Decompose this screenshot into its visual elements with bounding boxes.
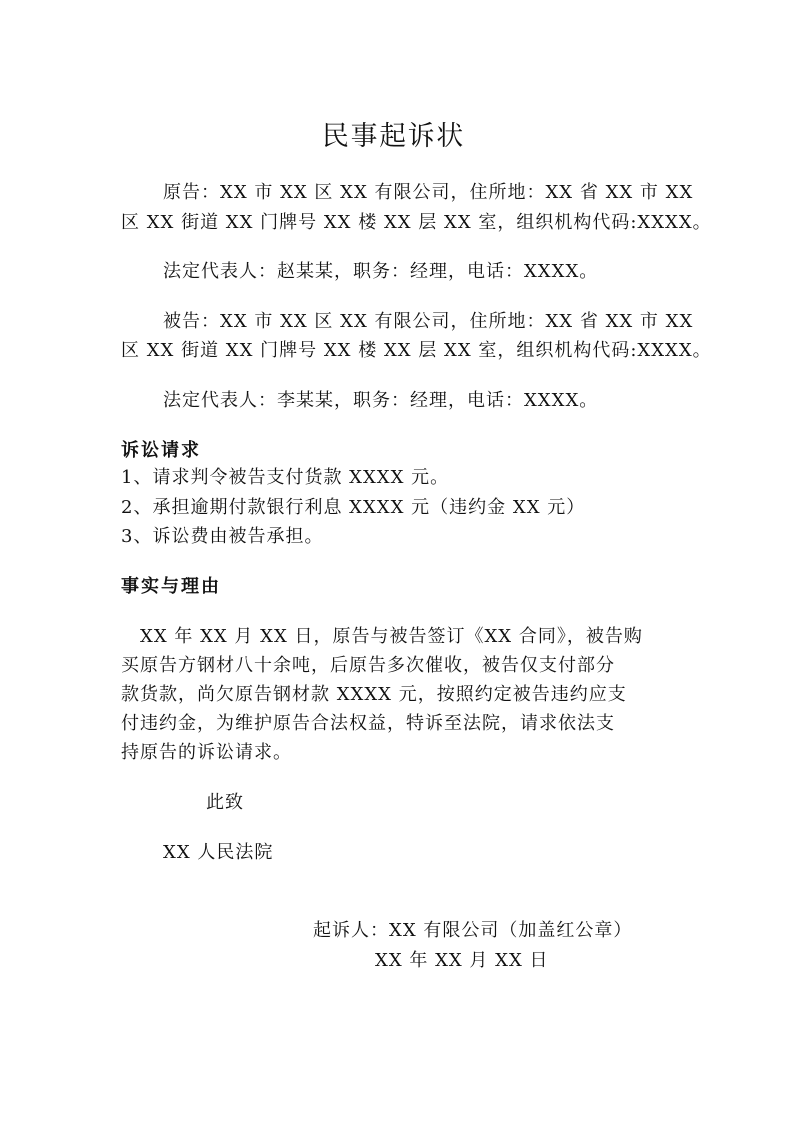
claim-item-1: 1、请求判令被告支付货款 XXXX 元。 bbox=[121, 467, 450, 488]
signature-date: XX 年 XX 月 XX 日 bbox=[375, 950, 549, 971]
plaintiff-line-2: 区 XX 街道 XX 门牌号 XX 楼 XX 层 XX 室，组织机构代码:XXXX。 bbox=[121, 212, 712, 233]
closing-court: XX 人民法院 bbox=[163, 842, 274, 863]
facts-line-3: 款货款，尚欠原告钢材款 XXXX 元，按照约定被告违约应支 bbox=[121, 684, 627, 705]
closing-salutation: 此致 bbox=[206, 792, 244, 813]
facts-line-1: XX 年 XX 月 XX 日，原告与被告签订《XX 合同》，被告购 bbox=[140, 626, 643, 647]
facts-line-2: 买原告方钢材八十余吨，后原告多次催收，被告仅支付部分 bbox=[121, 655, 615, 676]
defendant-line-1: 被告：XX 市 XX 区 XX 有限公司，住所地：XX 省 XX 市 XX bbox=[163, 311, 694, 332]
facts-heading: 事实与理由 bbox=[121, 576, 221, 597]
signature-plaintiff: 起诉人：XX 有限公司（加盖红公章） bbox=[313, 920, 633, 941]
claim-item-2: 2、承担逾期付款银行利息 XXXX 元（违约金 XX 元） bbox=[121, 497, 586, 518]
claim-item-3: 3、诉讼费由被告承担。 bbox=[121, 526, 324, 547]
claims-heading: 诉讼请求 bbox=[121, 440, 201, 461]
defendant-line-2: 区 XX 街道 XX 门牌号 XX 楼 XX 层 XX 室，组织机构代码:XXXX。 bbox=[121, 340, 712, 361]
facts-line-4: 付违约金，为维护原告合法权益，特诉至法院，请求依法支 bbox=[121, 713, 615, 734]
plaintiff-representative: 法定代表人：赵某某，职务：经理，电话：XXXX。 bbox=[163, 261, 599, 282]
plaintiff-line-1: 原告：XX 市 XX 区 XX 有限公司，住所地：XX 省 XX 市 XX bbox=[163, 182, 694, 203]
document-title: 民事起诉状 bbox=[322, 121, 465, 152]
defendant-representative: 法定代表人：李某某，职务：经理，电话：XXXX。 bbox=[163, 390, 599, 411]
facts-line-5: 持原告的诉讼请求。 bbox=[121, 742, 292, 763]
